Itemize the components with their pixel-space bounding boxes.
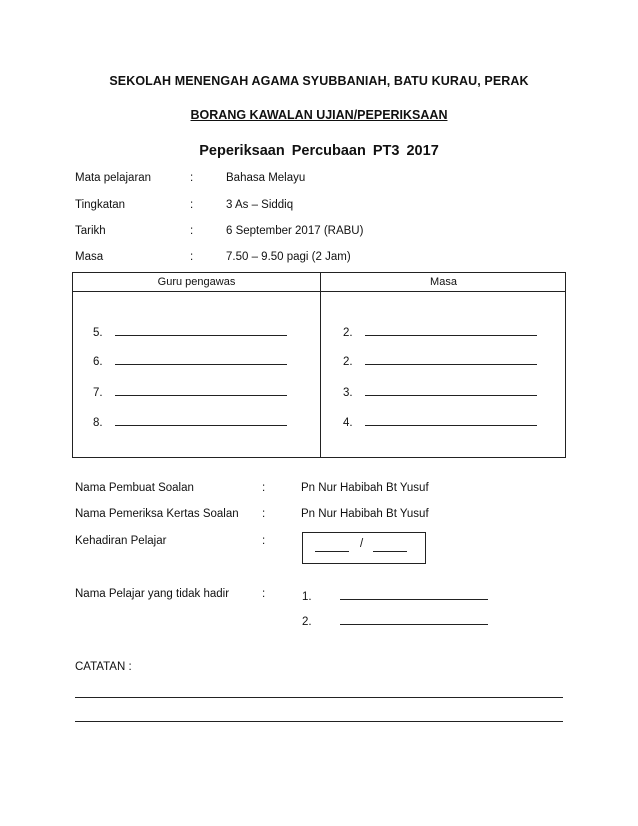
attendance-separator: /	[360, 538, 364, 550]
meta-colon: :	[262, 588, 266, 600]
meta-colon: :	[262, 535, 266, 547]
time-slot[interactable]	[343, 324, 537, 339]
time-slot[interactable]	[343, 353, 537, 368]
info-colon: :	[190, 225, 194, 237]
absent-number: 2.	[302, 616, 312, 628]
form-title: BORANG KAWALAN UJIAN/PEPERIKSAAN	[190, 108, 448, 122]
absent-student-slot[interactable]	[302, 588, 488, 603]
slot-number: 5.	[93, 327, 103, 339]
slot-number: 4.	[343, 417, 353, 429]
exam-title: Peperiksaan Percubaan PT3 2017	[199, 143, 439, 159]
attendance-present-blank[interactable]	[315, 541, 349, 552]
meta-value: Pn Nur Habibah Bt Yusuf	[301, 508, 429, 520]
slot-number: 7.	[93, 387, 103, 399]
attendance-total-blank[interactable]	[373, 541, 407, 552]
info-label: Tarikh	[75, 225, 106, 237]
slot-blank-line[interactable]	[365, 324, 537, 336]
info-colon: :	[190, 251, 194, 263]
info-value: 6 September 2017 (RABU)	[226, 225, 364, 237]
time-slot[interactable]	[343, 414, 537, 429]
info-label: Mata pelajaran	[75, 172, 152, 184]
info-value: Bahasa Melayu	[226, 172, 306, 184]
invigilator-slot[interactable]	[93, 414, 287, 429]
slot-blank-line[interactable]	[115, 414, 287, 426]
info-colon: :	[190, 199, 194, 211]
slot-number: 2.	[343, 356, 353, 368]
slot-blank-line[interactable]	[115, 353, 287, 365]
info-value: 7.50 – 9.50 pagi (2 Jam)	[226, 251, 351, 263]
absent-student-slot[interactable]	[302, 613, 488, 628]
info-colon: :	[190, 172, 194, 184]
slot-blank-line[interactable]	[365, 384, 537, 396]
meta-label: Nama Pelajar yang tidak hadir	[75, 588, 230, 600]
slot-number: 2.	[343, 327, 353, 339]
notes-line[interactable]	[75, 721, 563, 722]
meta-value: Pn Nur Habibah Bt Yusuf	[301, 482, 429, 494]
absent-blank-line[interactable]	[340, 613, 488, 625]
slot-number: 6.	[93, 356, 103, 368]
info-label: Masa	[75, 251, 104, 263]
table-header-divider	[73, 291, 565, 292]
table-header-invigilator: Guru pengawas	[157, 276, 236, 288]
table-column-divider	[320, 273, 321, 457]
time-slot[interactable]	[343, 384, 537, 399]
invigilator-slot[interactable]	[93, 384, 287, 399]
slot-blank-line[interactable]	[365, 414, 537, 426]
invigilator-table	[72, 272, 566, 458]
slot-blank-line[interactable]	[365, 353, 537, 365]
slot-number: 3.	[343, 387, 353, 399]
info-value: 3 As – Siddiq	[226, 199, 294, 211]
meta-label: Nama Pemeriksa Kertas Soalan	[75, 508, 239, 520]
meta-label: Kehadiran Pelajar	[75, 535, 167, 547]
slot-number: 8.	[93, 417, 103, 429]
notes-line[interactable]	[75, 697, 563, 698]
meta-label: Nama Pembuat Soalan	[75, 482, 194, 494]
slot-blank-line[interactable]	[115, 324, 287, 336]
invigilator-slot[interactable]	[93, 324, 287, 339]
table-header-time: Masa	[430, 276, 457, 288]
attendance-box	[302, 532, 426, 564]
meta-colon: :	[262, 508, 266, 520]
absent-number: 1.	[302, 591, 312, 603]
absent-blank-line[interactable]	[340, 588, 488, 600]
invigilator-slot[interactable]	[93, 353, 287, 368]
slot-blank-line[interactable]	[115, 384, 287, 396]
school-name: SEKOLAH MENENGAH AGAMA SYUBBANIAH, BATU KURAU, PERAK	[109, 74, 529, 88]
info-label: Tingkatan	[75, 199, 126, 211]
meta-colon: :	[262, 482, 266, 494]
notes-label: CATATAN :	[75, 661, 132, 673]
